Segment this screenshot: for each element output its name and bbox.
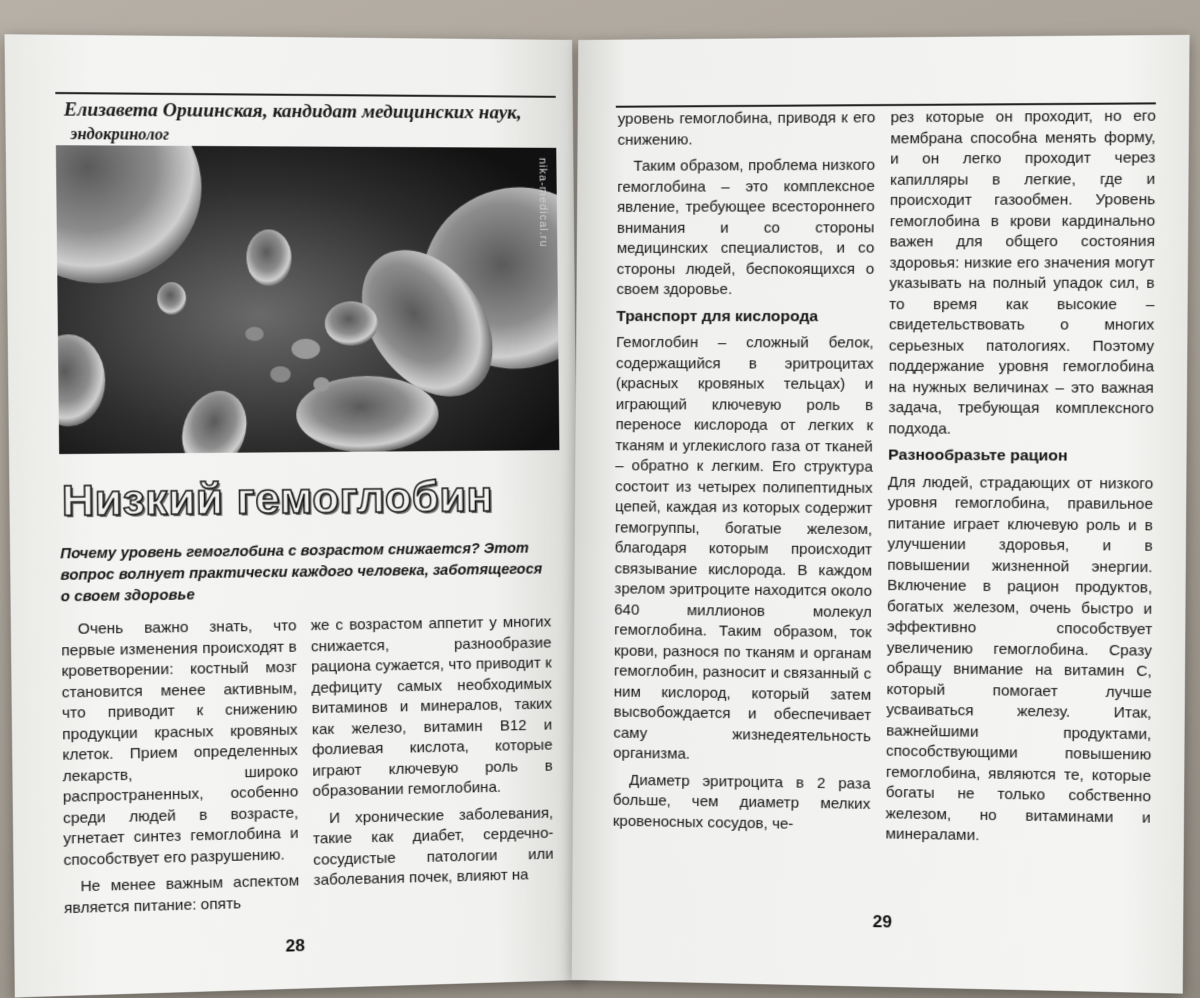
author-name: Елизавета Оршинская, кандидат медицинских наук, [63, 99, 522, 124]
section-heading: Транспорт для кислорода [616, 307, 819, 325]
page-number-left: 28 [285, 935, 305, 956]
section-heading: Разнообразьте рацион [888, 446, 1068, 465]
paragraph: Очень важно знать, что первые изменения происходят в кроветворении: костный мозг становится менее активным, что приводит к снижению продукции красных кровяных клеток. Прием определенных лекарств, широко распространенных, особенно среди людей в возрасте, угнетает синтез гемоглобина и способствует его разрушению. [61, 617, 299, 869]
paragraph: уровень гемоглобина, приводя к его снижению. [617, 109, 876, 149]
left-page [4, 34, 581, 997]
paragraph: Диаметр эритроцита в 2 раза больше, чем диаметр мелких кровеносных сосудов, че- [612, 771, 871, 833]
paragraph: же с возрастом аппетит у многих снижается, разнообразие рациона сужается, что приводит к дефициту самых необходимых витаминов и минералов, таких как железо, витамин B12 и фолиевая кислота, которые играют ключевую роль в образовании гемоглобина. [310, 613, 553, 801]
left-column-2 [311, 612, 554, 897]
photo-credit: nika-medical.ru [536, 157, 550, 248]
right-page [572, 35, 1190, 994]
top-rule [55, 92, 555, 98]
paragraph: Не менее важным аспектом является питание: опять [63, 872, 300, 917]
right-column-1 [613, 108, 876, 842]
paragraph: рез которые он проходит, но его мембрана способна менять форму, и он легко проходит через капилляры в легкие, где и происходит газообмен. Уровень гемоглобина в крови кардинально важен для общего состояния здоровья: низкие его значения могут указывать на полный упадок сил, в то время как высокие – свидетельствовать о многих серьезных патологиях. Поэтому поддержание уровня гемоглобина на нужных величинах – это важная задача, требующая комплексного подхода. [888, 107, 1156, 438]
red-blood-cells-image [56, 145, 560, 454]
blood-cells-photo [56, 145, 560, 454]
open-booklet [22, 40, 1182, 990]
paragraph: Таким образом, проблема низкого гемоглобина – это комплексное явление, требующее всестороннего внимания и со стороны медицинских специалистов, и со стороны людей, беспокоящихся о своем здоровье. [616, 156, 875, 299]
paragraph: Для людей, страдающих от низкого уровня гемоглобина, правильное питание играет ключевую роль и в улучшении здоровья, и в повышении жизненной энергии. Включение в рацион продуктов, богатых железом, очень быстро и эффективно способствует увеличению гемоглобина. Сразу обращу внимание на витамин С, который помогает лучше усваиваться железу. Итак, важнейшими продуктами, способствующими повышению гемоглобина, являются те, которые богаты не только собственно железом, но витаминами и минералами. [885, 473, 1154, 845]
paragraph: И хронические заболевания, такие как диабет, сердечно-сосудистые патологии или заболевания почек, влияют на [312, 804, 554, 890]
right-column-2 [885, 106, 1155, 855]
author-role: эндокринолог [70, 125, 170, 144]
page-number-right: 29 [872, 911, 892, 932]
article-lead: Почему уровень гемоглобина с возрастом снижается? Этот вопрос волнует практически каждого человека, заботящегося о своем здоровье [60, 540, 543, 606]
article-headline: Низкий гемоглобин [61, 472, 494, 526]
left-column-1 [61, 616, 300, 925]
author-byline [64, 98, 555, 150]
paragraph: Гемоглобин – сложный белок, содержащийся в эритроцитах (красных кровяных тельцах) и играющий ключевую роль в переносе кислорода от легких к тканям и углекислого газа от тканей – обратно к легким. Его структура состоит из четырех полипептидных цепей, каждая из которых содержит гемогруппы, богатые железом, благодаря которым происходит связывание кислорода. В каждом зрелом эритроците находится около 640 миллионов молекул гемоглобина. Таким образом, ток крови, разнося по тканям и органам гемоглобин, разносит и связанный с ним кислород, который затем высвобождается и обеспечивает саму жизнедеятельность организма. [613, 334, 874, 763]
